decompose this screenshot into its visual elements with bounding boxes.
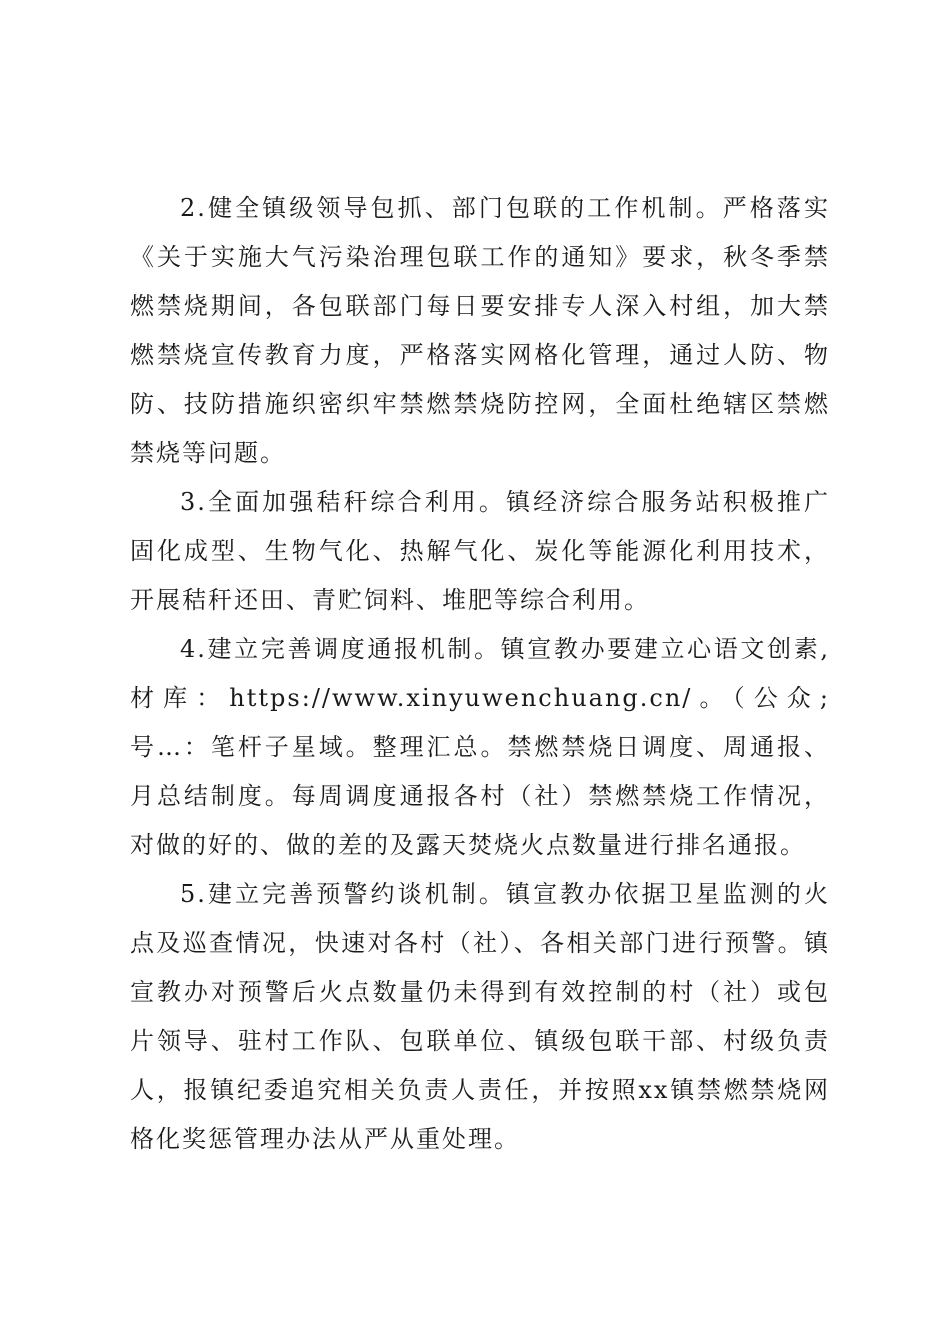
paragraph-item-3: 3.全面加强秸秆综合利用。镇经济综合服务站积极推广固化成型、生物气化、热解气化、炭化等能源化利用技术，开展秸秆还田、青贮饲料、堆肥等综合利用。: [130, 488, 830, 614]
document-body: [130, 184, 830, 1164]
paragraph-item-5: 5.建立完善预警约谈机制。镇宣教办依据卫星监测的火点及巡查情况，快速对各村（社）、各相关部门进行预警。镇宣教办对预警后火点数量仍未得到有效控制的村（社）或包片领导、驻村工作队、包联单位、镇级包联干部、村级负责人，报镇纪委追究相关负责人责任，并按照xx镇禁燃禁烧网格化奖惩管理办法从严从重处理。: [130, 880, 830, 1153]
paragraph-item-4: 4.建立完善调度通报机制。镇宣教办要建立心语文创素,材库：https://www.xinyuwenchuang.cn/。（公众;号…：笔杆子星域。整理汇总。禁燃禁烧日调度、周通报、月总结制度。每周调度通报各村（社）禁燃禁烧工作情况，对做的好的、做的差的及露天焚烧火点数量进行排名通报。: [130, 635, 830, 859]
paragraph-item-2: 2.健全镇级领导包抓、部门包联的工作机制。严格落实《关于实施大气污染治理包联工作的通知》要求，秋冬季禁燃禁烧期间，各包联部门每日要安排专人深入村组，加大禁燃禁烧宣传教育力度，严格落实网格化管理，通过人防、物防、技防措施织密织牢禁燃禁烧防控网，全面杜绝辖区禁燃禁烧等问题。: [130, 194, 830, 467]
